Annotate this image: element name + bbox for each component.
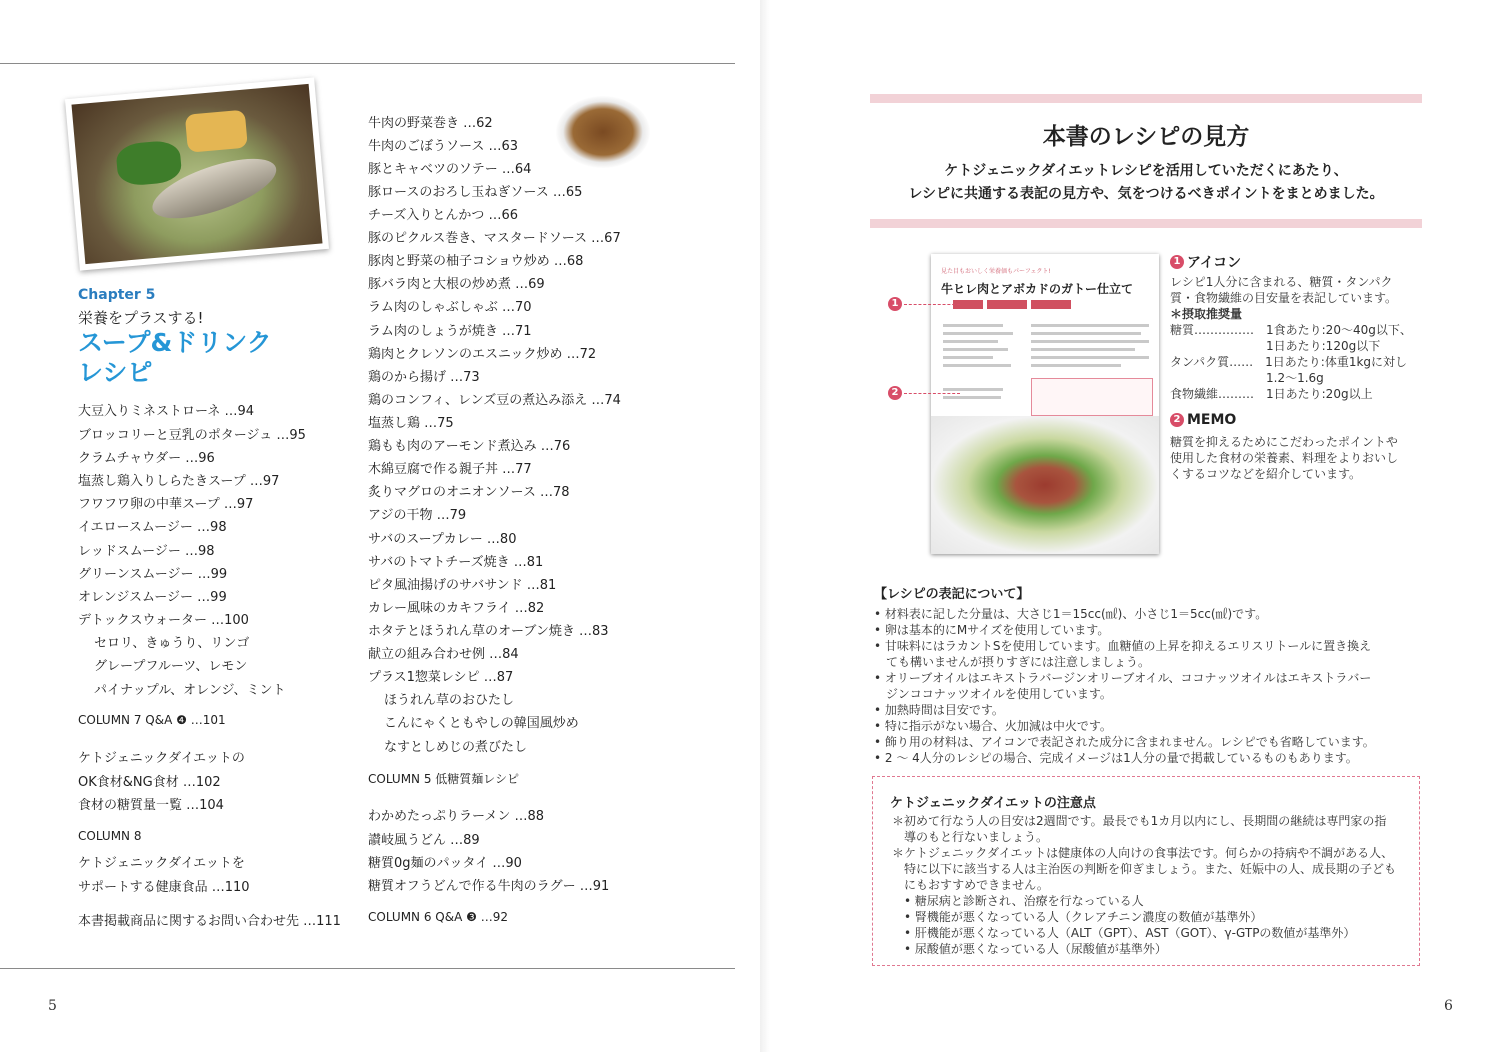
- toc-item[interactable]: 牛肉の野菜巻き …62: [368, 116, 493, 131]
- toc-item[interactable]: 本書掲載商品に関するお問い合わせ先 …111: [78, 914, 341, 929]
- toc-item[interactable]: 大豆入りミネストローネ …94: [78, 404, 255, 419]
- toc-item[interactable]: 豚バラ肉と大根の炒め煮 …69: [368, 277, 545, 292]
- caution-item: • 腎機能が悪くなっている人（クレアチニン濃度の数値が基準外）: [892, 910, 1263, 924]
- book-spine-shadow: [760, 0, 770, 1052]
- toc-subitem: こんにゃくともやしの韓国風炒め: [384, 716, 579, 731]
- toc-subitem: なすとしめじの煮びたし: [384, 740, 528, 755]
- caution-item: ＊ケトジェニックダイエットは健康体の人向けの食事法です。何らかの持病や不調がある人、: [892, 846, 1394, 860]
- note-item: • 2 ～ 4人分のレシピの場合、完成イメージは1人分の量で掲載しているものもあります。: [874, 751, 1358, 765]
- toc-item[interactable]: 豚のピクルス巻き、マスタードソース …67: [368, 231, 621, 246]
- caution-item: • 尿酸値が悪くなっている人（尿酸値が基準外）: [892, 942, 1167, 956]
- sample-text-line: [943, 348, 1008, 351]
- sample-text-line: [943, 324, 1003, 327]
- toc-item[interactable]: イエロースムージー …98: [78, 520, 227, 535]
- toc-item[interactable]: 牛肉のごぼうソース …63: [368, 139, 519, 154]
- toc-item[interactable]: ブロッコリーと豆乳のポタージュ …95: [78, 428, 306, 443]
- toc-item[interactable]: 献立の組み合わせ例 …84: [368, 647, 519, 662]
- page-number: 6: [1444, 998, 1453, 1014]
- icon-section-line: レシピ1人分に含まれる、糖質・タンパク: [1170, 275, 1393, 289]
- note-item: • 甘味料にはラカントSを使用しています。血糖値の上昇を抑えるエリスリトールに置き換え: [874, 639, 1372, 653]
- toc-subitem: ほうれん草のおひたし: [384, 693, 515, 708]
- note-item: ても構いませんが摂りすぎには注意しましょう。: [874, 655, 1151, 669]
- toc-item[interactable]: カレー風味のカキフライ …82: [368, 601, 545, 616]
- sample-text-line: [943, 388, 1003, 391]
- toc-item[interactable]: OK食材&NG食材 …102: [78, 775, 221, 790]
- note-item: • 飾り用の材料は、アイコンで表記された成分に含まれません。レシピでも省略しています。: [874, 735, 1375, 749]
- sample-text-line: [943, 332, 1013, 335]
- fish-dish-photo: [65, 77, 329, 270]
- icon-section-line: 質・食物繊維の目安量を表記しています。: [1170, 291, 1398, 305]
- sample-text-line: [943, 364, 1011, 367]
- note-item: • 加熱時間は目安です。: [874, 703, 1004, 717]
- icon-section-line: 糖質…………… 1食あたり:20～40g以下、: [1170, 323, 1412, 337]
- toc-item[interactable]: レッドスムージー …98: [78, 544, 215, 559]
- sample-text-line: [943, 396, 1001, 399]
- sample-memo-box: [1031, 378, 1153, 416]
- toc-item[interactable]: わかめたっぷりラーメン …88: [368, 809, 545, 824]
- page-number: 5: [48, 998, 57, 1014]
- sample-nutrition-badge: [1031, 300, 1071, 309]
- chapter-label: Chapter 5: [78, 287, 156, 303]
- toc-item[interactable]: 炙りマグロのオニオンソース …78: [368, 485, 570, 500]
- memo-heading-text: MEMO: [1187, 412, 1237, 428]
- number-two-badge: 2: [1170, 413, 1184, 427]
- caution-item: 特に以下に該当する人は主治医の判断を仰ぎましょう。また、妊娠中の人、成長期の子ども: [892, 862, 1397, 876]
- intro-line-1: ケトジェニックダイエットレシピを活用していただくにあたり、: [944, 163, 1348, 179]
- caution-item: • 肝機能が悪くなっている人（ALT（GPT）、AST（GOT）、γ-GTPの数値が基準外）: [892, 926, 1356, 940]
- note-item: ジンココナッツオイルを使用しています。: [874, 687, 1112, 701]
- toc-item[interactable]: クラムチャウダー …96: [78, 451, 215, 466]
- toc-item[interactable]: 糖質0g麺のパッタイ …90: [368, 856, 522, 871]
- sample-recipe-title: 牛ヒレ肉とアボカドのガトー仕立て: [941, 282, 1134, 296]
- toc-item[interactable]: フワフワ卵の中華スープ …97: [78, 497, 254, 512]
- toc-column-item[interactable]: COLUMN 5 低糖質麺レシピ: [368, 772, 519, 786]
- top-rule: [0, 63, 735, 64]
- sample-nutrition-badge: [987, 300, 1027, 309]
- toc-item[interactable]: 鶏のコンフィ、レンズ豆の煮込み添え …74: [368, 393, 621, 408]
- toc-item[interactable]: 鶏のから揚げ …73: [368, 370, 480, 385]
- sample-text-line: [1031, 364, 1121, 367]
- icon-section-line: 1日あたり:120g以下: [1170, 339, 1381, 353]
- caution-item: • 糖尿病と診断され、治療を行なっている人: [892, 894, 1144, 908]
- toc-item[interactable]: サバのスープカレー …80: [368, 532, 517, 547]
- title-band-top: [870, 94, 1422, 103]
- toc-item[interactable]: オレンジスムージー …99: [78, 590, 227, 605]
- toc-item[interactable]: 塩蒸し鶏 …75: [368, 416, 454, 431]
- toc-item[interactable]: 鶏肉とクレソンのエスニック炒め …72: [368, 347, 597, 362]
- toc-item[interactable]: 木綿豆腐で作る親子丼 …77: [368, 462, 532, 477]
- chapter-title-line1: スープ&ドリンク: [78, 328, 272, 357]
- toc-item[interactable]: 豚ロースのおろし玉ねぎソース …65: [368, 185, 583, 200]
- sample-text-line: [943, 356, 993, 359]
- page-title: 本書のレシピの見方: [1042, 124, 1250, 150]
- toc-item[interactable]: ピタ風油揚げのサバサンド …81: [368, 578, 557, 593]
- caution-heading: ケトジェニックダイエットの注意点: [890, 796, 1096, 811]
- toc-item[interactable]: サバのトマトチーズ焼き …81: [368, 555, 544, 570]
- icon-section-line: 1.2～1.6g: [1170, 371, 1324, 385]
- toc-item[interactable]: 食材の糖質量一覧 …104: [78, 798, 224, 813]
- icon-section-heading: [1170, 252, 1241, 272]
- sample-kicker: 見た目もおいしく栄養価もパーフェクト!: [941, 268, 1051, 275]
- sample-text-line: [1031, 348, 1135, 351]
- toc-item[interactable]: 豚肉と野菜の柚子コショウ炒め …68: [368, 254, 584, 269]
- note-item: • 特に指示がない場合、火加減は中火です。: [874, 719, 1112, 733]
- toc-item[interactable]: ラム肉のしょうが焼き …71: [368, 324, 532, 339]
- chapter-subtitle: 栄養をプラスする!: [78, 309, 204, 327]
- toc-item[interactable]: グリーンスムージー …99: [78, 567, 228, 582]
- toc-column-item[interactable]: COLUMN 8: [78, 829, 142, 843]
- memo-section-line: くするコツなどを紹介しています。: [1170, 467, 1362, 481]
- bottom-rule: [0, 968, 735, 969]
- toc-subitem: セロリ、きゅうり、リンゴ: [94, 636, 250, 651]
- note-item: • オリーブオイルはエキストラバージンオリーブオイル、ココナッツオイルはエキストラバー: [874, 671, 1372, 685]
- toc-item[interactable]: 豚とキャベツのソテー …64: [368, 162, 532, 177]
- number-one-badge: 1: [1170, 255, 1184, 269]
- callout-leader-line: [904, 304, 960, 305]
- sample-text-line: [943, 340, 998, 343]
- toc-item[interactable]: アジの干物 …79: [368, 508, 467, 523]
- callout-leader-line: [904, 393, 960, 394]
- toc-item[interactable]: 糖質オフうどんで作る牛肉のラグー …91: [368, 879, 610, 894]
- caution-item: にもおすすめできません。: [892, 878, 1049, 892]
- toc-column-item[interactable]: COLUMN 7 Q&A ❹ …101: [78, 713, 226, 727]
- icon-section-line: 食物繊維……… 1日あたり:20g以上: [1170, 387, 1373, 401]
- toc-item[interactable]: デトックスウォーター …100: [78, 613, 249, 628]
- intro-line-2: レシピに共通する表記の見方や、気をつけるべきポイントをまとめました。: [908, 186, 1384, 202]
- beef-dish-photo: [556, 96, 650, 168]
- toc-column-item[interactable]: COLUMN 6 Q&A ❸ …92: [368, 910, 508, 924]
- icon-section-line: タンパク質…… 1日あたり:体重1kgに対し: [1170, 355, 1408, 369]
- sample-text-line: [1031, 340, 1149, 343]
- note-item: • 卵は基本的にMサイズを使用しています。: [874, 623, 1110, 637]
- icon-section-line: ＊摂取推奨量: [1170, 307, 1243, 321]
- icon-heading-text: アイコン: [1187, 255, 1242, 271]
- sample-text-line: [1031, 332, 1141, 335]
- toc-subitem: パイナップル、オレンジ、ミント: [94, 683, 286, 698]
- memo-section-heading: [1170, 412, 1236, 428]
- sample-recipe-page: [931, 254, 1159, 554]
- toc-item[interactable]: 塩蒸し鶏入りしらたきスープ …97: [78, 474, 280, 489]
- memo-section-line: 糖質を抑えるためにこだわったポイントや: [1170, 435, 1398, 449]
- sample-text-line: [1031, 356, 1149, 359]
- sample-dish-photo: [931, 416, 1159, 554]
- toc-item[interactable]: ケトジェニックダイエットの: [78, 751, 245, 766]
- toc-item[interactable]: ラム肉のしゃぶしゃぶ …70: [368, 300, 532, 315]
- notes-heading: 【レシピの表記について】: [874, 587, 1030, 602]
- toc-item[interactable]: チーズ入りとんかつ …66: [368, 208, 519, 223]
- toc-subitem: グレープフルーツ、レモン: [94, 659, 248, 674]
- callout-memo-marker: 2: [888, 386, 902, 400]
- caution-item: 導のもと行ないましょう。: [892, 830, 1049, 844]
- toc-item[interactable]: ホタテとほうれん草のオーブン焼き …83: [368, 624, 609, 639]
- callout-icon-marker: 1: [888, 297, 902, 311]
- caution-item: ＊初めて行なう人の目安は2週間です。最長でも1カ月以内にし、長期間の継続は専門家の指: [892, 814, 1387, 828]
- note-item: • 材料表に記した分量は、大さじ1＝15cc(㎖)、小さじ1＝5cc(㎖)です。: [874, 607, 1268, 621]
- toc-item[interactable]: プラス1惣菜レシピ …87: [368, 670, 514, 685]
- toc-item[interactable]: サポートする健康食品 …110: [78, 880, 250, 895]
- chapter-title-line2: レシピ: [78, 358, 153, 387]
- memo-section-line: 使用した食材の栄養素、料理をよりおいし: [1170, 451, 1399, 465]
- title-band-bottom: [870, 219, 1422, 228]
- toc-item[interactable]: 讃岐風うどん …89: [368, 833, 480, 848]
- toc-item[interactable]: 鶏もも肉のアーモンド煮込み …76: [368, 439, 571, 454]
- sample-text-line: [1031, 324, 1149, 327]
- toc-item[interactable]: ケトジェニックダイエットを: [78, 856, 245, 871]
